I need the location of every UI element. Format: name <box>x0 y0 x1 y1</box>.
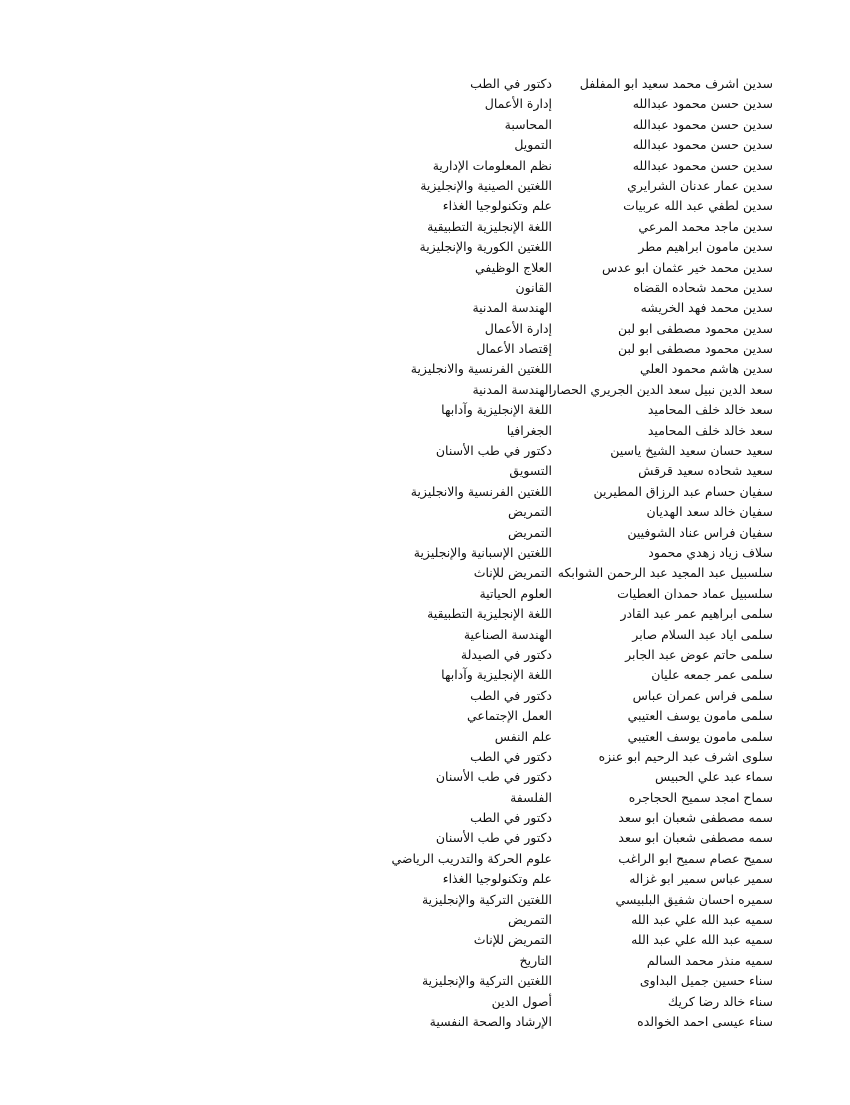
student-name: سناء عيسى احمد الخوالده <box>637 1013 773 1029</box>
list-row <box>0 686 850 706</box>
list-row <box>0 543 850 563</box>
student-major: علم النفس <box>494 728 552 744</box>
student-major: علم وتكنولوجيا الغذاء <box>442 871 552 887</box>
list-row <box>0 706 850 726</box>
student-major: الهندسة المدنية <box>472 300 552 316</box>
student-major: القانون <box>515 279 552 295</box>
student-name: سميح عصام سميح ابو الراغب <box>618 850 773 866</box>
list-row <box>0 1012 850 1032</box>
list-row <box>0 237 850 257</box>
list-row <box>0 135 850 155</box>
student-major: اللغتين الكورية والإنجليزية <box>419 239 552 255</box>
student-name: سعد خالد خلف المحاميد <box>647 402 773 418</box>
student-major: إدارة الأعمال <box>484 96 552 112</box>
student-major: دكتور في طب الأسنان <box>435 769 552 785</box>
student-name: سدين ماجد محمد المرعي <box>638 218 773 234</box>
student-major: التمويل <box>514 137 552 153</box>
student-name: سلسبيل عبد المجيد عبد الرحمن الشوابكه <box>557 565 773 581</box>
student-name: سلوى اشرف عبد الرحيم ابو عنزه <box>598 748 773 764</box>
student-major: اللغة الإنجليزية التطبيقية <box>427 606 552 622</box>
document-list <box>0 74 850 1032</box>
list-row <box>0 971 850 991</box>
student-name: سماح امجد سميح الحجاجره <box>628 789 773 805</box>
student-major: دكتور في طب الأسنان <box>435 830 552 846</box>
student-major: التمريض <box>508 912 552 928</box>
student-major: التسويق <box>509 463 552 479</box>
list-row <box>0 584 850 604</box>
student-name: سمير عباس سمير ابو غزاله <box>629 871 773 887</box>
list-row <box>0 767 850 787</box>
student-major: العلوم الحياتية <box>479 585 552 601</box>
list-row <box>0 74 850 94</box>
student-name: سدين محمود مصطفى ابو لبن <box>618 320 773 336</box>
student-major: التاريخ <box>519 952 552 968</box>
student-major: الفلسفة <box>510 789 552 805</box>
student-name: سلمى حاتم عوض عبد الجابر <box>625 646 773 662</box>
student-major: اللغة الإنجليزية التطبيقية <box>427 218 552 234</box>
list-row <box>0 788 850 808</box>
student-major: دكتور في الطب <box>470 748 552 764</box>
list-row <box>0 176 850 196</box>
student-major: اللغتين الفرنسية والانجليزية <box>410 361 552 377</box>
student-major: التمريض <box>508 504 552 520</box>
list-row <box>0 951 850 971</box>
student-name: سمه مصطفى شعبان ابو سعد <box>618 810 773 826</box>
student-major: علم وتكنولوجيا الغذاء <box>442 198 552 214</box>
list-row <box>0 400 850 420</box>
student-name: سميره احسان شفيق البلبيسي <box>615 891 773 907</box>
list-row <box>0 482 850 502</box>
student-name: سدين محمد خير عثمان ابو عدس <box>602 259 773 275</box>
student-major: دكتور في الطب <box>470 687 552 703</box>
student-name: سدين حسن محمود عبدالله <box>632 116 773 132</box>
student-name: سميه منذر محمد السالم <box>646 952 773 968</box>
student-name: سفيان فراس عناد الشوفيين <box>627 524 773 540</box>
student-name: سدين مامون ابراهيم مطر <box>638 239 773 255</box>
list-row <box>0 625 850 645</box>
student-major: إدارة الأعمال <box>484 320 552 336</box>
list-row <box>0 869 850 889</box>
student-name: سناء خالد رضا كريك <box>667 993 773 1009</box>
student-major: دكتور في الصيدلة <box>460 646 552 662</box>
student-major: دكتور في الطب <box>470 76 552 91</box>
list-row <box>0 156 850 176</box>
student-major: التمريض <box>508 524 552 540</box>
student-major: دكتور في طب الأسنان <box>435 443 552 459</box>
list-row <box>0 563 850 583</box>
list-row <box>0 992 850 1012</box>
student-major: علوم الحركة والتدريب الرياضي <box>391 850 552 866</box>
student-name: سناء حسين جميل البداوى <box>639 973 773 989</box>
student-name: سدين حسن محمود عبدالله <box>632 96 773 112</box>
student-name: سدين حسن محمود عبدالله <box>632 157 773 173</box>
student-name: سفيان خالد سعد الهديان <box>646 504 773 520</box>
list-row <box>0 441 850 461</box>
list-row <box>0 380 850 400</box>
list-row <box>0 523 850 543</box>
student-major: التمريض للإناث <box>473 932 552 948</box>
student-name: سلمى فراس عمران عباس <box>632 687 773 703</box>
list-row <box>0 645 850 665</box>
list-row <box>0 319 850 339</box>
student-name: سميه عبد الله علي عبد الله <box>631 912 773 928</box>
list-row <box>0 727 850 747</box>
student-name: سلمى عمر جمعه عليان <box>651 667 773 683</box>
student-major: الجغرافيا <box>506 422 552 438</box>
student-name: سمه مصطفى شعبان ابو سعد <box>618 830 773 846</box>
student-name: سلمى ابراهيم عمر عبد القادر <box>620 606 773 622</box>
list-row <box>0 665 850 685</box>
list-row <box>0 910 850 930</box>
list-row <box>0 604 850 624</box>
student-name: سعيد شحاده سعيد قرقش <box>638 463 773 479</box>
student-major: اللغتين التركية والإنجليزية <box>421 973 552 989</box>
list-row <box>0 808 850 828</box>
student-name: سعد الدين نبيل سعد الدين الجريري الحصار <box>550 381 773 397</box>
list-row <box>0 849 850 869</box>
list-row <box>0 502 850 522</box>
student-name: سدين اشرف محمد سعيد ابو المفلفل <box>579 76 773 91</box>
list-row <box>0 747 850 767</box>
student-major: التمريض للإناث <box>473 565 552 581</box>
student-name: سعد خالد خلف المحاميد <box>647 422 773 438</box>
student-name: سلمى مامون يوسف العتيبي <box>627 728 773 744</box>
student-name: سدين عمار عدنان الشرايري <box>627 177 773 193</box>
student-name: سدين لطفي عبد الله عربيات <box>623 198 773 214</box>
list-row <box>0 196 850 216</box>
student-name: سدين حسن محمود عبدالله <box>632 137 773 153</box>
student-name: سلمى اياد عبد السلام صابر <box>632 626 773 642</box>
list-row <box>0 258 850 278</box>
list-row <box>0 94 850 114</box>
list-row <box>0 930 850 950</box>
student-major: إقتصاد الأعمال <box>476 341 552 357</box>
student-name: سميه عبد الله علي عبد الله <box>631 932 773 948</box>
student-name: سدين محمود مصطفى ابو لبن <box>618 341 773 357</box>
list-row <box>0 217 850 237</box>
student-name: سدين هاشم محمود العلي <box>639 361 773 377</box>
student-major: الهندسة المدنية <box>472 381 552 397</box>
list-row <box>0 461 850 481</box>
student-major: اللغتين الصينية والإنجليزية <box>420 177 552 193</box>
list-row <box>0 339 850 359</box>
list-row <box>0 890 850 910</box>
student-major: دكتور في الطب <box>470 810 552 826</box>
student-name: سلاف زياد زهدي محمود <box>648 544 773 560</box>
student-major: اللغة الإنجليزية وآدابها <box>441 402 552 418</box>
student-major: الإرشاد والصحة النفسية <box>429 1013 552 1029</box>
student-major: اللغتين الفرنسية والانجليزية <box>410 483 552 499</box>
student-major: اللغتين الإسبانية والإنجليزية <box>413 544 552 560</box>
list-row <box>0 278 850 298</box>
student-major: اللغة الإنجليزية وآدابها <box>441 667 552 683</box>
student-major: العلاج الوظيفي <box>474 259 552 275</box>
student-name: سلمى مامون يوسف العتيبي <box>627 708 773 724</box>
student-major: العمل الإجتماعي <box>467 708 552 724</box>
student-name: سدين محمد فهد الخريشه <box>640 300 773 316</box>
list-row <box>0 828 850 848</box>
student-major: نظم المعلومات الإدارية <box>432 157 552 173</box>
list-row <box>0 298 850 318</box>
list-row <box>0 421 850 441</box>
list-row <box>0 115 850 135</box>
list-row <box>0 359 850 379</box>
student-major: الهندسة الصناعية <box>463 626 552 642</box>
student-major: أصول الدين <box>491 993 552 1009</box>
student-name: سماء عبد علي الحبيس <box>655 769 773 785</box>
student-name: سلسبيل عماد حمدان العطيات <box>617 585 773 601</box>
student-major: اللغتين التركية والإنجليزية <box>421 891 552 907</box>
student-name: سفيان حسام عبد الرزاق المطيرين <box>593 483 773 499</box>
student-name: سعيد حسان سعيد الشيخ ياسين <box>610 443 773 459</box>
student-major: المحاسبة <box>504 116 552 132</box>
student-name: سدين محمد شحاده القضاه <box>633 279 773 295</box>
